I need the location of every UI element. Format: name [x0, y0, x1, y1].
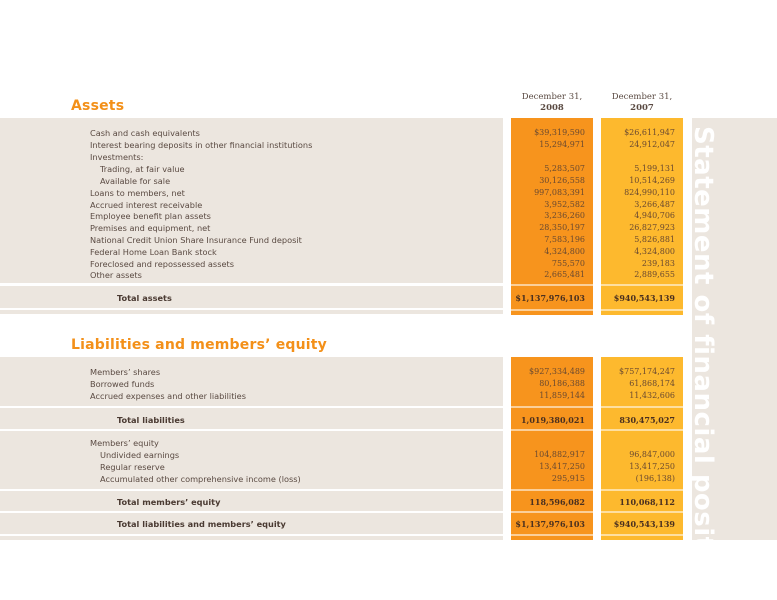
total-equity-2008: 118,596,082: [529, 497, 585, 507]
equity-value-2007: (196,138): [635, 474, 675, 483]
liability-value-2008: 11,859,144: [539, 391, 585, 400]
asset-label: Other assets: [90, 270, 142, 280]
grand-total-2008: $1,137,976,103: [515, 519, 585, 529]
equity-value-2008: 13,417,250: [539, 462, 585, 471]
liability-label: Accrued expenses and other liabilities: [90, 391, 246, 401]
total-equity-label: Total members’ equity: [117, 497, 221, 507]
total-assets-2008: $1,137,976,103: [515, 293, 585, 303]
equity-value-2007: 13,417,250: [629, 462, 675, 471]
liabilities-footer-band: [0, 536, 503, 540]
equity-value-2008: 104,882,917: [534, 450, 585, 459]
total-liabilities-2007: 830,475,027: [619, 415, 675, 425]
equity-label: Accumulated other comprehensive income (loss): [100, 474, 301, 484]
asset-value-2008: $39,319,590: [534, 128, 585, 137]
asset-label: Cash and cash equivalents: [90, 128, 200, 138]
grand-total-label: Total liabilities and members’ equity: [117, 519, 286, 529]
asset-value-2008: 30,126,558: [539, 176, 585, 185]
asset-value-2007: 2,889,655: [634, 270, 675, 279]
asset-label: Employee benefit plan assets: [90, 211, 211, 221]
divider: [511, 309, 593, 311]
total-liabilities-label: Total liabilities: [117, 415, 185, 425]
divider: [511, 489, 593, 491]
asset-value-2008: 7,583,196: [544, 235, 585, 244]
asset-value-2007: $26,611,947: [624, 128, 675, 137]
liability-value-2007: 61,868,174: [629, 379, 675, 388]
asset-value-2007: 26,827,923: [629, 223, 675, 232]
liabilities-heading: Liabilities and members’ equity: [71, 337, 328, 353]
asset-value-2007: 4,940,706: [634, 211, 675, 220]
liability-value-2008: $927,334,489: [529, 367, 585, 376]
divider: [511, 429, 593, 431]
total-assets-label: Total assets: [117, 293, 172, 303]
assets-total-band: [0, 286, 503, 308]
liabilities-band: [0, 357, 503, 406]
asset-value-2008: 755,570: [551, 259, 585, 268]
liability-value-2008: 80,186,388: [539, 379, 585, 388]
asset-value-2008: 5,283,507: [544, 164, 585, 173]
asset-value-2007: 4,324,800: [634, 247, 675, 256]
equity-label: Regular reserve: [100, 462, 165, 472]
divider: [511, 511, 593, 513]
asset-value-2007: 24,912,047: [629, 140, 675, 149]
asset-value-2008: 15,294,971: [539, 140, 585, 149]
column-header-2007-year: 2007: [630, 103, 654, 113]
divider: [601, 489, 683, 491]
asset-label: National Credit Union Share Insurance Fund deposit: [90, 235, 302, 245]
divider: [511, 534, 593, 536]
asset-label: Available for sale: [100, 176, 171, 186]
column-header-2007-date: December 31,: [611, 92, 673, 102]
asset-label: Trading, at fair value: [100, 164, 185, 174]
grand-total-2007: $940,543,139: [613, 519, 675, 529]
total-liabilities-2008: 1,019,380,021: [520, 415, 585, 425]
asset-value-2008: 3,952,582: [544, 200, 585, 209]
divider: [601, 406, 683, 408]
liability-value-2007: 11,432,606: [629, 391, 675, 400]
asset-value-2008: 997,083,391: [534, 188, 585, 197]
divider: [601, 511, 683, 513]
divider: [511, 406, 593, 408]
divider: [601, 284, 683, 286]
equity-label: Undivided earnings: [100, 450, 180, 460]
liabilities-total-band: [0, 408, 503, 429]
liability-label: Members’ shares: [90, 367, 161, 377]
liability-label: Borrowed funds: [90, 379, 155, 389]
asset-value-2008: 3,236,260: [544, 211, 585, 220]
side-title: Statement of financial position: [688, 126, 718, 597]
total-assets-2007: $940,543,139: [613, 293, 675, 303]
asset-label: Federal Home Loan Bank stock: [90, 247, 217, 257]
liability-value-2007: $757,174,247: [619, 367, 675, 376]
column-header-2008-year: 2008: [540, 103, 564, 113]
equity-total-band: [0, 491, 503, 511]
equity-label: Members’ equity: [90, 438, 159, 448]
asset-label: Investments:: [90, 152, 144, 162]
column-header-2008-date: December 31,: [521, 92, 583, 102]
equity-value-2008: 295,915: [551, 474, 585, 483]
asset-value-2007: 10,514,269: [629, 176, 675, 185]
equity-value-2007: 96,847,000: [629, 450, 675, 459]
asset-value-2008: 4,324,800: [544, 247, 585, 256]
asset-value-2007: 239,183: [641, 259, 675, 268]
divider: [601, 534, 683, 536]
divider: [601, 309, 683, 311]
asset-value-2008: 28,350,197: [539, 223, 585, 232]
assets-footer-band: [0, 310, 503, 314]
asset-label: Interest bearing deposits in other financial institutions: [90, 140, 313, 150]
column-header-2008: [511, 92, 593, 114]
asset-value-2007: 824,990,110: [624, 188, 675, 197]
assets-heading: Assets: [71, 98, 125, 114]
asset-value-2008: 2,665,481: [544, 270, 585, 279]
asset-value-2007: 5,199,131: [634, 164, 675, 173]
total-equity-2007: 110,068,112: [619, 497, 675, 507]
asset-label: Foreclosed and repossessed assets: [90, 259, 234, 269]
asset-value-2007: 5,826,881: [634, 235, 675, 244]
column-header-2007: [601, 92, 683, 114]
asset-label: Accrued interest receivable: [90, 200, 203, 210]
asset-label: Premises and equipment, net: [90, 223, 211, 233]
asset-label: Loans to members, net: [90, 188, 185, 198]
divider: [601, 429, 683, 431]
asset-value-2007: 3,266,487: [634, 200, 675, 209]
divider: [511, 284, 593, 286]
